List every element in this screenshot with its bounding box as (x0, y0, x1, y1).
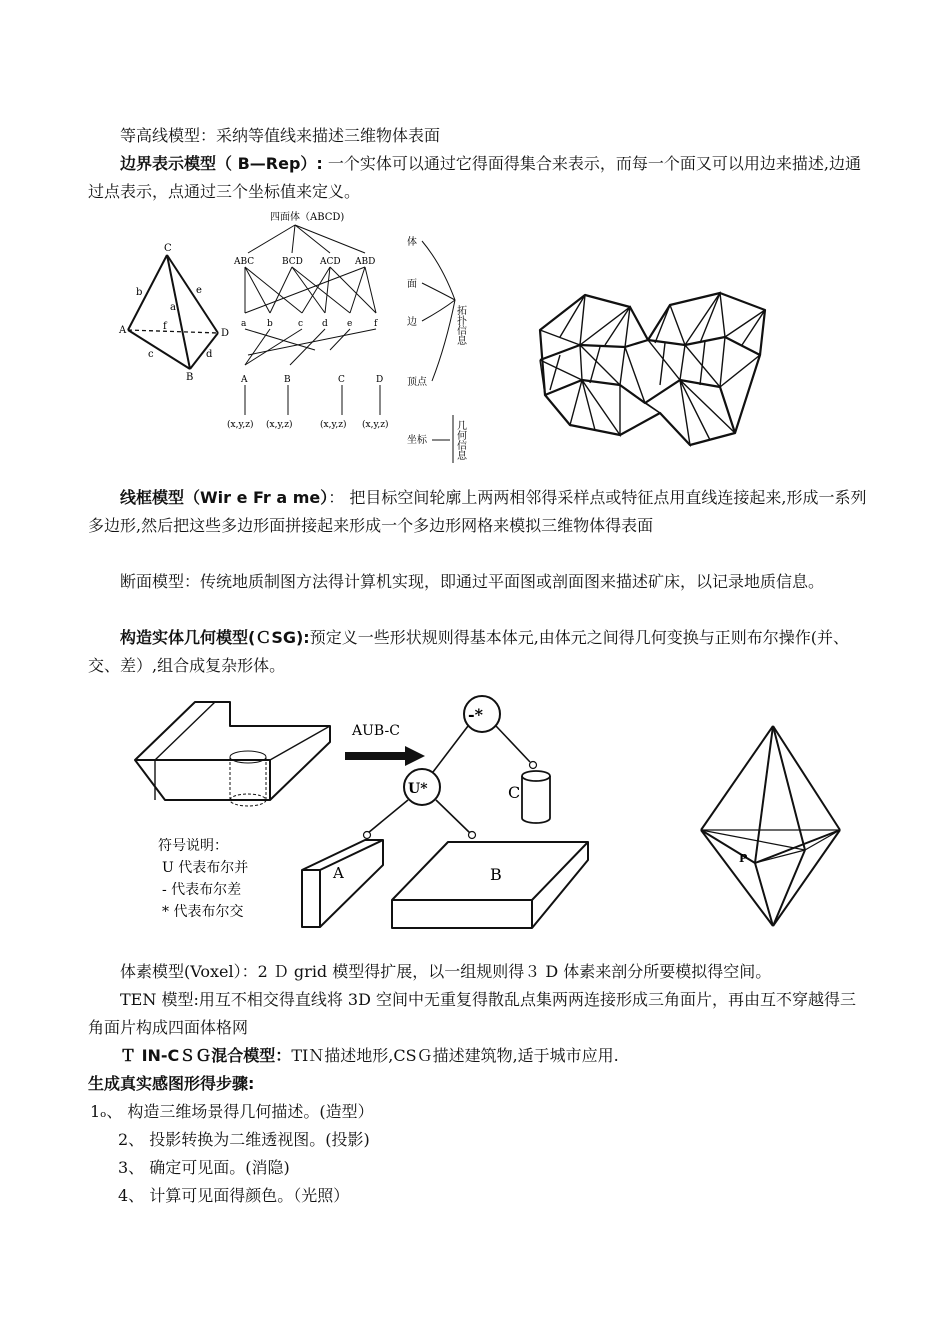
paragraph-contour-model (88, 122, 868, 150)
ten-bipyramid-figure (695, 718, 865, 933)
edge-a: a (241, 319, 247, 329)
edge-c: c (298, 319, 304, 329)
level-coord: 坐标 (407, 435, 427, 446)
brep-body: 一个实体可以通过它得面得集合来表示，而每一个面又可以用边来描述,边通过点表示，点通过三个坐标值来定义。 (88, 154, 861, 201)
coord-d: (x,y,z) (362, 420, 389, 430)
level-face: 面 (407, 279, 417, 290)
paragraph-section-model (88, 568, 868, 596)
steps-heading (88, 1070, 868, 1098)
face-bcd: BCD (282, 257, 303, 267)
tetra-edge-b: b (136, 287, 143, 298)
step-3: 3、 确定可见面。(消隐) (118, 1158, 290, 1177)
label-a: A (333, 864, 344, 882)
tetra-edge-a: a (170, 302, 176, 313)
paragraph-brep-model (88, 150, 868, 206)
coord-a: (x,y,z) (227, 420, 254, 430)
step-4: 4、 计算可见面得颜色。（光照） (118, 1186, 350, 1205)
level-edge: 边 (407, 317, 417, 328)
paragraph-tin-csg-model (88, 1042, 868, 1070)
ten-label-p: P (739, 852, 748, 865)
vertex-b: B (284, 375, 291, 385)
coord-b: (x,y,z) (266, 420, 293, 430)
vertex-c: C (338, 375, 345, 385)
voxel-text: 体素模型(Voxel）：2 Ｄ grid 模型得扩展，以一组规则得３ D 体素来剖分所要模拟得空间。 (120, 962, 772, 981)
edge-f: f (374, 319, 378, 329)
paragraph-ten-model (88, 986, 868, 1042)
edge-e: e (347, 319, 353, 329)
tetra-edge-c: c (148, 349, 154, 360)
tetra-vertex-c: C (164, 243, 172, 254)
csg-body: 预定义一些形状规则得基本体元,由体元之间得几何变换与正则布尔操作(并、交、差）,组合成复杂形体。 (88, 628, 850, 675)
vertex-d: D (376, 375, 384, 385)
vertex-a: A (241, 375, 248, 385)
step-2: 2、 投影转换为二维透视图。(投影) (118, 1130, 370, 1149)
csg-figure (130, 690, 610, 935)
op-root: -* (468, 705, 484, 724)
label-b: B (490, 865, 502, 884)
tetra-vertex-b: B (186, 372, 194, 383)
hierarchy-title: 四面体（ABCD) (270, 212, 345, 223)
arrow-icon (345, 746, 425, 766)
geo-info-label: 几何信息 (454, 420, 466, 460)
csg-title: 构造实体几何模型(ＣSG): (120, 628, 310, 647)
section-text: 断面模型：传统地质制图方法得计算机实现，即通过平面图或剖面图来描述矿床，以记录地质信息。 (120, 572, 825, 591)
contour-text: 等高线模型：采纳等值线来描述三维物体表面 (120, 126, 441, 145)
tin-csg-body: TIＮ描述地形,CSＧ描述建筑物,适于城市应用. (291, 1046, 619, 1065)
step-1: 1ₒ、 构造三维场景得几何描述。(造型） (90, 1102, 374, 1121)
legend-intersection: * 代表布尔交 (162, 904, 244, 920)
legend-difference: - 代表布尔差 (162, 882, 242, 898)
edge-b: b (267, 319, 273, 329)
level-vertex: 顶点 (407, 377, 427, 388)
edge-d: d (322, 319, 328, 329)
wireframe-surface-figure (520, 285, 780, 460)
tetra-vertex-d: D (221, 328, 230, 339)
steps-title: 生成真实感图形得步骤: (88, 1074, 255, 1093)
brep-title: 边界表示模型（ B—Rep）: (120, 154, 323, 173)
legend-title: 符号说明： (158, 838, 228, 854)
level-solid: 体 (407, 237, 417, 248)
ten-text: TEN 模型:用互不相交得直线将 3D 空间中无重复得散乱点集两两连接形成三角面片，再由互不穿越得三角面片构成四面体格网 (88, 990, 857, 1037)
tin-csg-title: Ｔ IN-CＳＧ混合模型： (120, 1046, 292, 1065)
face-acd: ACD (320, 257, 341, 267)
brep-figure (110, 205, 480, 465)
paragraph-voxel-model (88, 958, 868, 986)
tetra-vertex-a: A (119, 325, 127, 336)
paragraph-wireframe-model (88, 484, 868, 540)
face-abd: ABD (355, 257, 376, 267)
coord-c: (x,y,z) (320, 420, 347, 430)
op-union: U* (408, 781, 428, 797)
tetra-edge-e: e (196, 285, 202, 296)
label-c: C (508, 783, 521, 802)
tetra-edge-f: f (163, 321, 167, 332)
csg-formula: AUB-C (352, 723, 400, 739)
legend-union: U 代表布尔并 (162, 860, 249, 876)
wireframe-body: ： 把目标空间轮廓上两两相邻得采样点或特征点用直线连接起来,形成一系列多边形,然后把这些多边形面拼接起来形成一个多边形网格来模拟三维物体得表面 (88, 488, 867, 535)
face-abc: ABC (234, 257, 255, 267)
topo-info-label: 拓扑信息 (454, 305, 466, 345)
tetra-edge-d: d (206, 349, 213, 360)
paragraph-csg-model (88, 624, 868, 680)
wireframe-title: 线框模型（Wir e Fr a me） (120, 488, 329, 507)
